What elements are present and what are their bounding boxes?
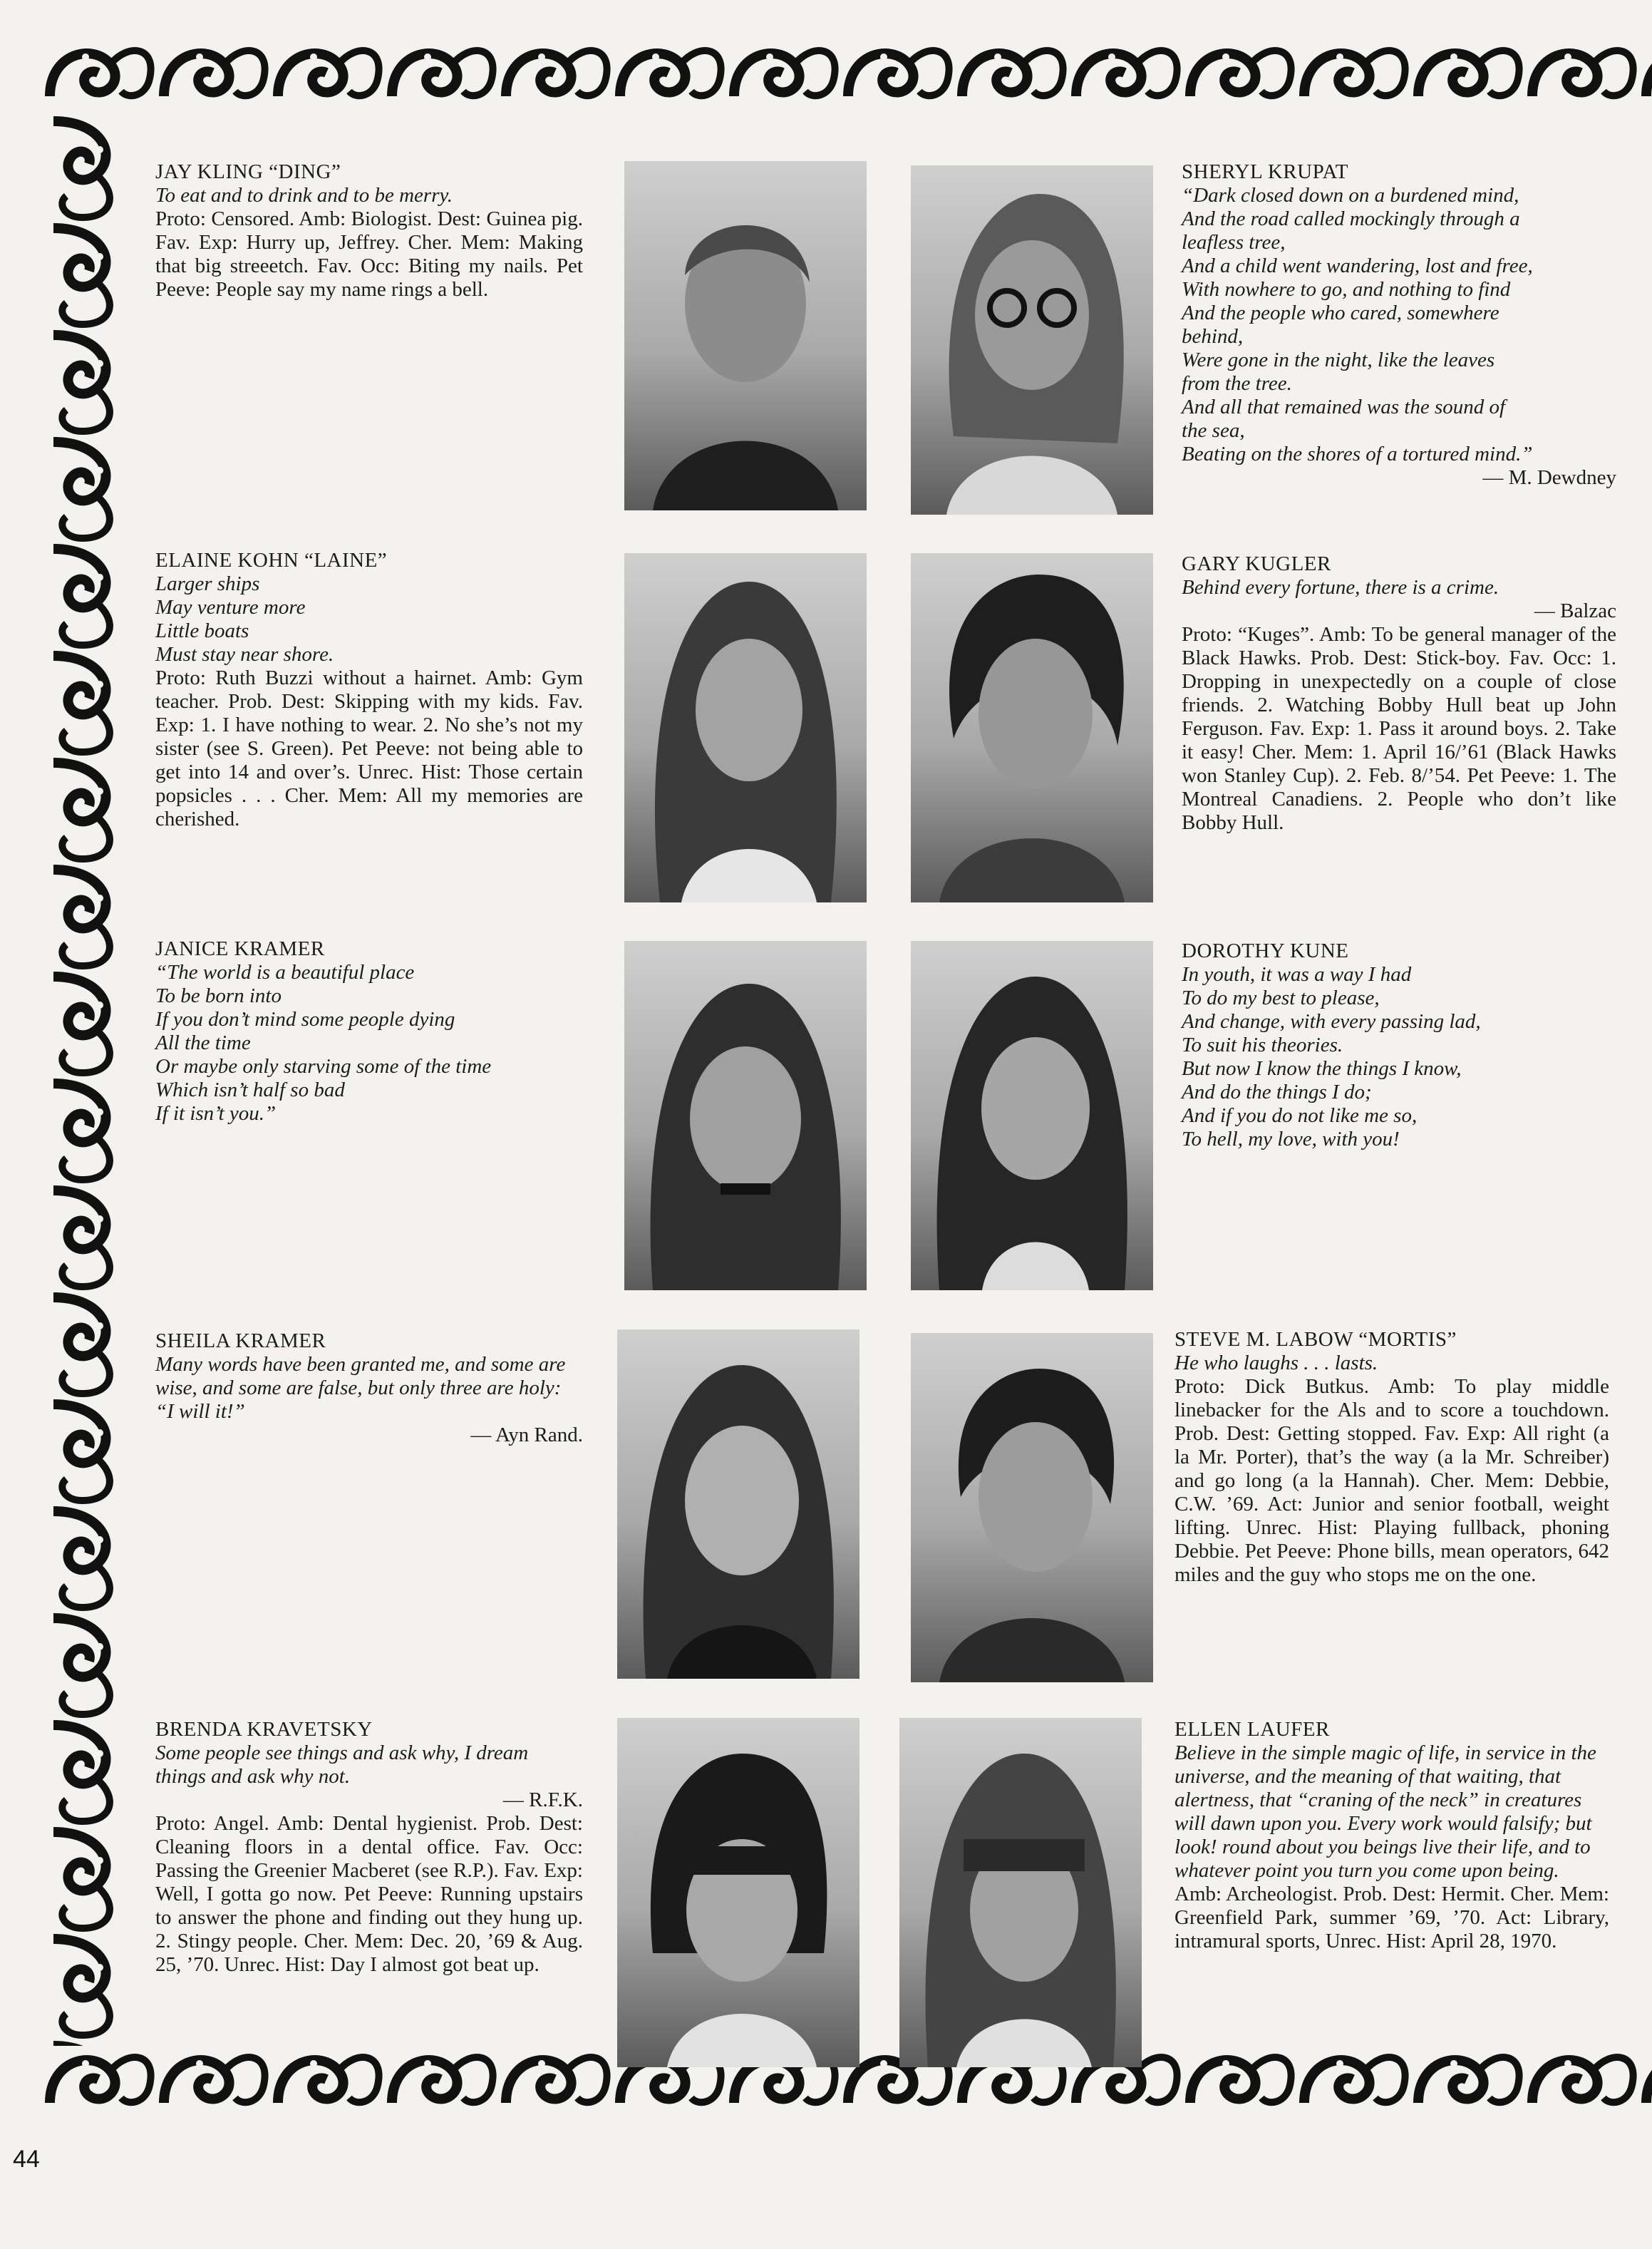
quote-attribution: — Balzac [1534, 599, 1616, 622]
student-name: ELAINE KOHN “LAINE” [155, 549, 388, 572]
student-bio: Proto: “Kuges”. Amb: To be general manager of the Black Hawks. Prob. Dest: Stick-boy. Fav. Occ: 1. Dropping in unexpectedly on a couple of close friends. 2. Watching Bobby Hull beat up John Ferguson. Fav. Exp: 1. Pass it around boys. 2. Take it easy! Cher. Mem: 1. April 16/’61 (Black Hawks won Stanley Cup). 2. Feb. 8/’54. Pet Peeve: 1. The Montreal Canadiens. 2. People who don’t like Bobby Hull. [1182, 623, 1616, 834]
student-quote: “Dark closed down on a burdened mind, And the road called mockingly through a leafless tree, And a child went wandering, lost and free, With nowhere to go, and nothing to find And the people who cared, somewhere behind, Were gone in the night, like the leaves from the tree. And all that remained was the sound of the sea, Beating on the shores of a tortured mind.” [1182, 184, 1533, 465]
student-name: JANICE KRAMER [155, 937, 325, 960]
portrait-photo [617, 1329, 859, 1679]
student-name: JAY KLING “DING” [155, 160, 341, 183]
student-bio: Proto: Censored. Amb: Biologist. Dest: Guinea pig. Fav. Exp: Hurry up, Jeffrey. Cher. Mem: Making that big streeetch. Fav. Occ: Biting my nails. Pet Peeve: People say my name rings a bell. [155, 207, 583, 301]
student-quote: He who laughs . . . lasts. [1175, 1352, 1378, 1374]
entry-gary-kugler [1182, 552, 1616, 835]
student-quote: In youth, it was a way I had To do my best to please, And change, with every passing lad, To suit his theories. But now I know the things I know, And do the things I do; And if you do not like me so, To hell, my love, with you! [1182, 963, 1481, 1151]
student-name: ELLEN LAUFER [1175, 1718, 1330, 1741]
entry-elaine-kohn [155, 549, 583, 831]
quote-attribution: — Ayn Rand. [470, 1424, 583, 1446]
quote-attribution: — R.F.K. [502, 1789, 583, 1811]
portrait-photo [911, 165, 1153, 515]
student-name: BRENDA KRAVETSKY [155, 1718, 373, 1741]
quote-attribution: — M. Dewdney [1482, 466, 1616, 489]
student-bio: Proto: Dick Butkus. Amb: To play middle linebacker for the Als and to score a touchdown. Prob. Dest: Getting stopped. Fav. Exp: All right (a la Mr. Porter), that’s the way (a la Mr. Schreiber) and go long (a la Hannah). Cher. Mem: Debbie, C.W. ’69. Act: Junior and senior football, weight lifting. Unrec. Hist: Playing fullback, phoning Debbie. Pet Peeve: Phone bills, mean operators, 642 miles and the guy who stops me on the one. [1175, 1375, 1609, 1586]
portrait-photo [617, 1718, 859, 2067]
student-name: SHEILA KRAMER [155, 1329, 326, 1352]
portrait-photo [911, 553, 1153, 902]
portrait-photo [911, 1333, 1153, 1682]
ornamental-border-top [43, 29, 1652, 118]
student-quote: Larger ships May venture more Little boats Must stay near shore. [155, 572, 334, 666]
student-bio: Proto: Angel. Amb: Dental hygienist. Prob. Dest: Cleaning floors in a dental office. Fav. Occ: Passing the Greenier Macberet (see R.P.). Fav. Exp: Well, I gotta go now. Pet Peeve: Running upstairs to answer the phone and finding out they hung up. 2. Stingy people. Cher. Mem: Dec. 20, ’69 & Aug. 25, ’70. Unrec. Hist: Day I almost got beat up. [155, 1812, 583, 1976]
portrait-photo [899, 1718, 1142, 2067]
entry-dorothy-kune [1182, 940, 1616, 1151]
student-quote: Some people see things and ask why, I dream things and ask why not. [155, 1741, 529, 1788]
portrait-photo [624, 941, 867, 1290]
student-bio: Amb: Archeologist. Prob. Dest: Hermit. Cher. Mem: Greenfield Park, summer ’69, ’70. Act: Library, intramural sports, Unrec. Hist: April 28, 1970. [1175, 1883, 1609, 1952]
page-number: 44 [13, 2146, 40, 2173]
entry-sheryl-krupat [1182, 160, 1616, 490]
ornamental-border-left [39, 114, 128, 2046]
student-name: DOROTHY KUNE [1182, 940, 1349, 962]
student-quote: To eat and to drink and to be merry. [155, 184, 453, 207]
student-quote: “The world is a beautiful place To be born into If you don’t mind some people dying All the time Or maybe only starving some of the time Which isn’t half so bad If it isn’t you.” [155, 961, 492, 1125]
student-quote: Many words have been granted me, and some are wise, and some are false, but only three are holy: “I will it!” [155, 1353, 566, 1423]
student-bio: Proto: Ruth Buzzi without a hairnet. Amb: Gym teacher. Prob. Dest: Skipping with my kids. Fav. Exp: 1. I have nothing to wear. 2. No she’s not my sister (see S. Green). Pet Peeve: not being able to get into 14 and over’s. Unrec. Hist: Those certain popsicles . . . Cher. Mem: All my memories are cherished. [155, 667, 583, 830]
student-name: STEVE M. LABOW “MORTIS” [1175, 1328, 1457, 1351]
student-quote: Believe in the simple magic of life, in service in the universe, and the meaning of that waiting, that alertness, that “craning of the neck” in creatures will dawn upon you. Every work would falsify; but look! round about you beings live their life, and to whatever point you turn you come upon being. [1175, 1741, 1596, 1882]
portrait-photo [624, 553, 867, 902]
entry-sheila-kramer [155, 1329, 583, 1447]
student-name: GARY KUGLER [1182, 552, 1331, 575]
student-name: SHERYL KRUPAT [1182, 160, 1348, 183]
entry-brenda-kravetsky [155, 1718, 583, 1977]
portrait-photo [624, 161, 867, 510]
entry-janice-kramer [155, 937, 583, 1126]
entry-ellen-laufer [1175, 1718, 1609, 1953]
portrait-photo [911, 941, 1153, 1290]
student-quote: Behind every fortune, there is a crime. [1182, 576, 1499, 599]
entry-jay-kling [155, 160, 583, 302]
entry-steve-labow [1175, 1328, 1609, 1587]
